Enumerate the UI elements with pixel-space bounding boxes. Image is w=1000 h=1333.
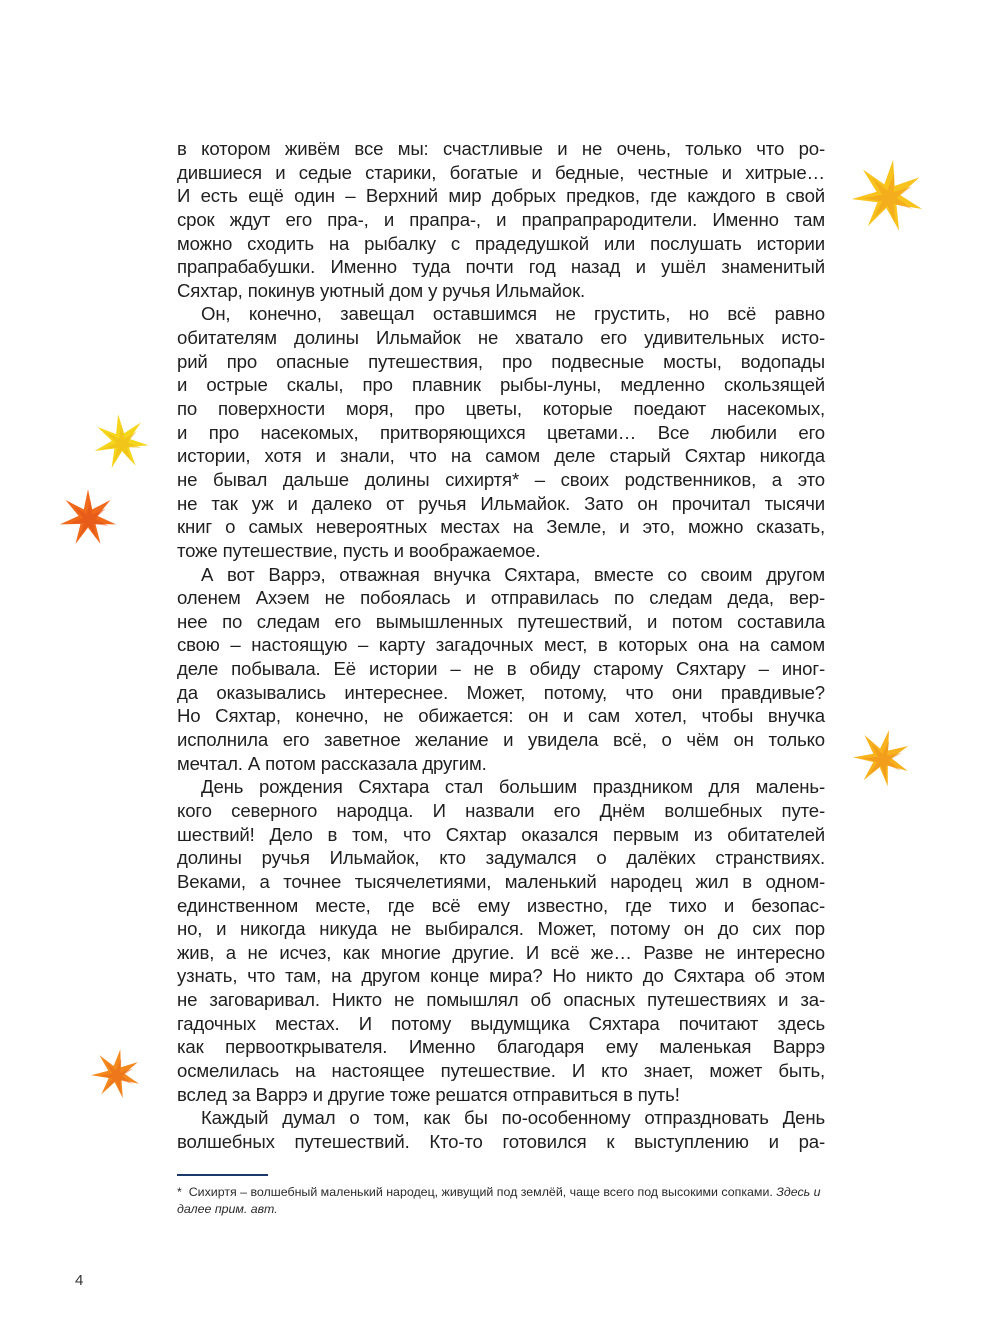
text-line: рий про опасные путешествия, про подвесные мосты, водопады <box>177 350 825 372</box>
text-line: и про насекомых, притворяющихся цветами… Все любили его <box>177 421 825 443</box>
text-line: волшебных путешествий. Кто-то готовился к выступлению и ра- <box>177 1130 825 1152</box>
text-line: можно сходить на рыбалку с прадедушкой или послушать истории <box>177 232 825 254</box>
footnote-divider <box>177 1174 268 1176</box>
text-line: и острые скалы, про плавник рыбы-луны, медленно скользящей <box>177 374 825 396</box>
text-line: И есть ещё один – Верхний мир добрых предков, где каждого в свой <box>177 185 825 207</box>
text-line: да оказывались интереснее. Может, потому, что они правдивые? <box>177 681 825 703</box>
footnote-text: Сихиртя – волшебный маленький народец, живущий под землёй, чаще всего под высокими сопками. <box>188 1185 773 1199</box>
text-line: не так уж и далеко от ручья Ильмайок. Зато он прочитал тысячи <box>177 492 825 514</box>
star-orange-left-icon <box>58 488 118 548</box>
text-line: Сяхтар, покинув уютный дом у ручья Ильмайок. <box>177 279 586 301</box>
text-line: Он, конечно, завещал оставшимся не грустить, но всё равно <box>201 303 825 325</box>
text-line: узнать, что там, на другом конце мира? Но никто до Сяхтара об этом <box>177 965 825 987</box>
text-line: нее по следам его вымышленных путешествий, и потом составила <box>177 610 825 632</box>
paragraph <box>177 137 825 302</box>
footnote <box>177 1184 827 1217</box>
text-line: исполнила его заветное желание и увидела всё, о чём он только <box>177 729 825 751</box>
text-line: срок ждут его пра-, и прапра-, и прапрапрародители. Именно там <box>177 208 825 230</box>
text-line: А вот Варрэ, отважная внучка Сяхтара, вместе со своим другом <box>201 563 825 585</box>
text-line: оленем Ахэем не побоялась и отправилась по следам деда, вер- <box>177 587 825 609</box>
paragraph <box>177 302 825 562</box>
text-line: осмелилась на настоящее путешествие. И кто знает, может быть, <box>177 1059 825 1081</box>
text-line: но, и никогда никуда не выбирался. Может, потому он до сих пор <box>177 918 825 940</box>
text-line: Веками, а точнее тысячелетиями, маленький народец жил в одном- <box>177 870 825 892</box>
text-line: прапрабабушки. Именно туда почти год назад и ушёл знаменитый <box>177 256 825 278</box>
text-line: кого северного народца. И назвали его Днём волшебных путе- <box>177 799 825 821</box>
text-line: не заговаривал. Никто не помышлял об опасных путешествиях и за- <box>177 989 825 1011</box>
body-text <box>177 137 825 1154</box>
text-line: свою – настоящую – карту загадочных мест, в которых она на самом <box>177 634 825 656</box>
text-line: обитателям долины Ильмайок не хватало его удивительных исто- <box>177 327 825 349</box>
text-line: не бывал дальше долины сихиртя* – своих родственников, а это <box>177 468 825 490</box>
text-line: книг о самых невероятных местах на Земле, и это, можно сказать, <box>177 516 825 538</box>
text-line: единственном месте, где всё ему известно, где тихо и безопас- <box>177 894 825 916</box>
text-line: истории, хотя и знали, что на самом деле старый Сяхтар никогда <box>177 445 825 467</box>
text-line: дившиеся и седые старики, богатые и бедные, честные и хитрые… <box>177 161 825 183</box>
text-line: долины ручья Ильмайок, кто задумался о далёких странствиях. <box>177 847 825 869</box>
text-line: гадочных местах. И потому выдумщика Сяхтара почитают здесь <box>177 1012 825 1034</box>
text-line: в котором живём все мы: счастливые и не очень, только что ро- <box>177 138 825 159</box>
footnote-marker: * <box>177 1185 182 1199</box>
page-number: 4 <box>75 1272 84 1289</box>
text-line: вслед за Варрэ и другие тоже решатся отправиться в путь! <box>177 1083 680 1105</box>
text-line: по поверхности моря, про цветы, которые поедают насекомых, <box>177 398 825 420</box>
text-line: жив, а не исчез, как многие другие. И всё же… Разве не интересно <box>177 941 825 963</box>
star-yellow-left-icon <box>92 413 150 471</box>
text-line: шествий! Дело в том, что Сяхтар оказался первым из обитателей <box>177 823 825 845</box>
star-orange-bottom-left-icon <box>90 1048 142 1100</box>
text-line: деле побывала. Её истории – не в обиду старому Сяхтару – иног- <box>177 658 825 680</box>
footnote-note: Здесь и далее прим. авт. <box>177 1185 821 1216</box>
paragraph <box>177 563 825 776</box>
star-yellow-top-right-icon <box>850 158 926 234</box>
text-line: День рождения Сяхтара стал большим праздником для малень- <box>201 776 825 798</box>
text-line: как первооткрывателя. Именно благодаря ему маленькая Варрэ <box>177 1036 825 1058</box>
text-line: Каждый думал о том, как бы по-особенному отпраздновать День <box>201 1107 825 1129</box>
text-line: Но Сяхтар, конечно, не обижается: он и сам хотел, чтобы внучка <box>177 705 825 727</box>
text-line: тоже путешествие, пусть и воображаемое. <box>177 539 541 561</box>
paragraph <box>177 1106 825 1153</box>
star-orange-right-icon <box>852 728 912 788</box>
text-line: мечтал. А потом рассказала другим. <box>177 752 487 774</box>
paragraph <box>177 775 825 1106</box>
